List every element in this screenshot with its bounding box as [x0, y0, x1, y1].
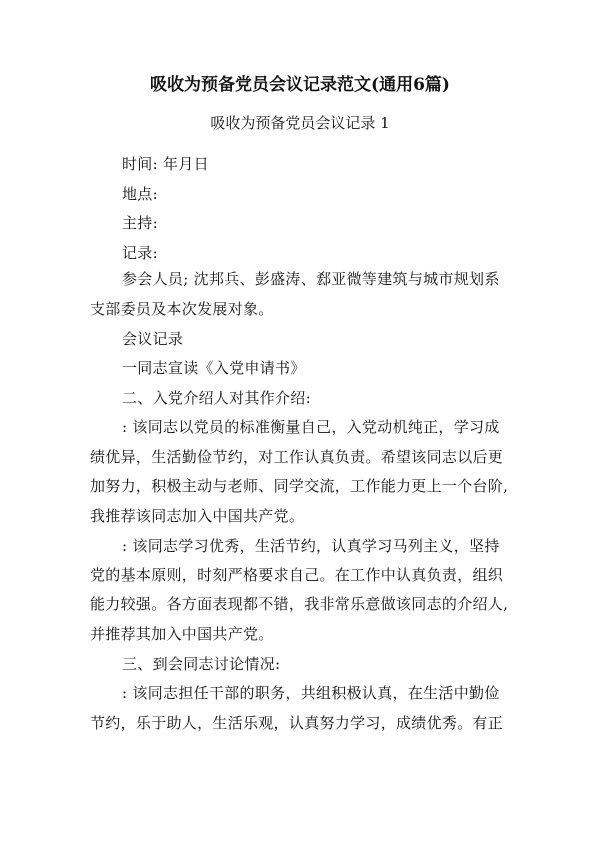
discussion-line-1: : 该同志担任干部的职务，共组积极认真，在生活中勤俭	[122, 684, 500, 702]
section-heading-discussion: 三、到会同志讨论情况:	[122, 655, 281, 673]
intro-b-line-3: 能力较强。各方面表现都不错，我非常乐意做该同志的介绍人,	[90, 595, 509, 613]
document-title: 吸收为预备党员会议记录范文(通用6篇)	[150, 75, 450, 95]
document-subtitle: 吸收为预备党员会议记录 1	[210, 114, 390, 132]
intro-a-line-2: 绩优异，生活勤俭节约，对工作认真负责。希望该同志以后更	[90, 448, 504, 466]
intro-b-line-1: : 该同志学习优秀，生活节约，认真学习马列主义，坚持	[122, 537, 500, 555]
discussion-line-2: 节约，乐于助人，生活乐观，认真努力学习，成绩优秀。有正	[90, 714, 504, 732]
intro-b-line-4: 并推荐其加入中国共产党。	[90, 625, 274, 643]
intro-a-line-4: 我推荐该同志加入中国共产党。	[90, 507, 305, 525]
meeting-host: 主持:	[122, 214, 158, 232]
attendees-line-1: 参会人员; 沈邦兵、彭盛涛、郄亚微等建筑与城市规划系	[122, 270, 500, 288]
intro-a-line-3: 加努力，积极主动与老师、同学交流，工作能力更上一个台阶,	[90, 477, 509, 495]
paragraph-one: 一同志宣读《入党申请书》	[122, 359, 306, 377]
intro-b-line-2: 党的基本原则，时刻严格要求自己。在工作中认真负责，组织	[90, 566, 504, 584]
section-heading-minutes: 会议记录	[122, 330, 184, 348]
attendees-line-2: 支部委员及本次发展对象。	[90, 300, 274, 318]
section-heading-introduction: 二、入党介绍人对其作介绍:	[122, 389, 311, 407]
meeting-location: 地点:	[122, 185, 158, 203]
intro-a-line-1: : 该同志以党员的标准衡量自己，入党动机纯正，学习成	[122, 418, 500, 436]
meeting-recorder: 记录:	[122, 244, 158, 262]
meeting-time: 时间: 年月日	[122, 155, 209, 173]
